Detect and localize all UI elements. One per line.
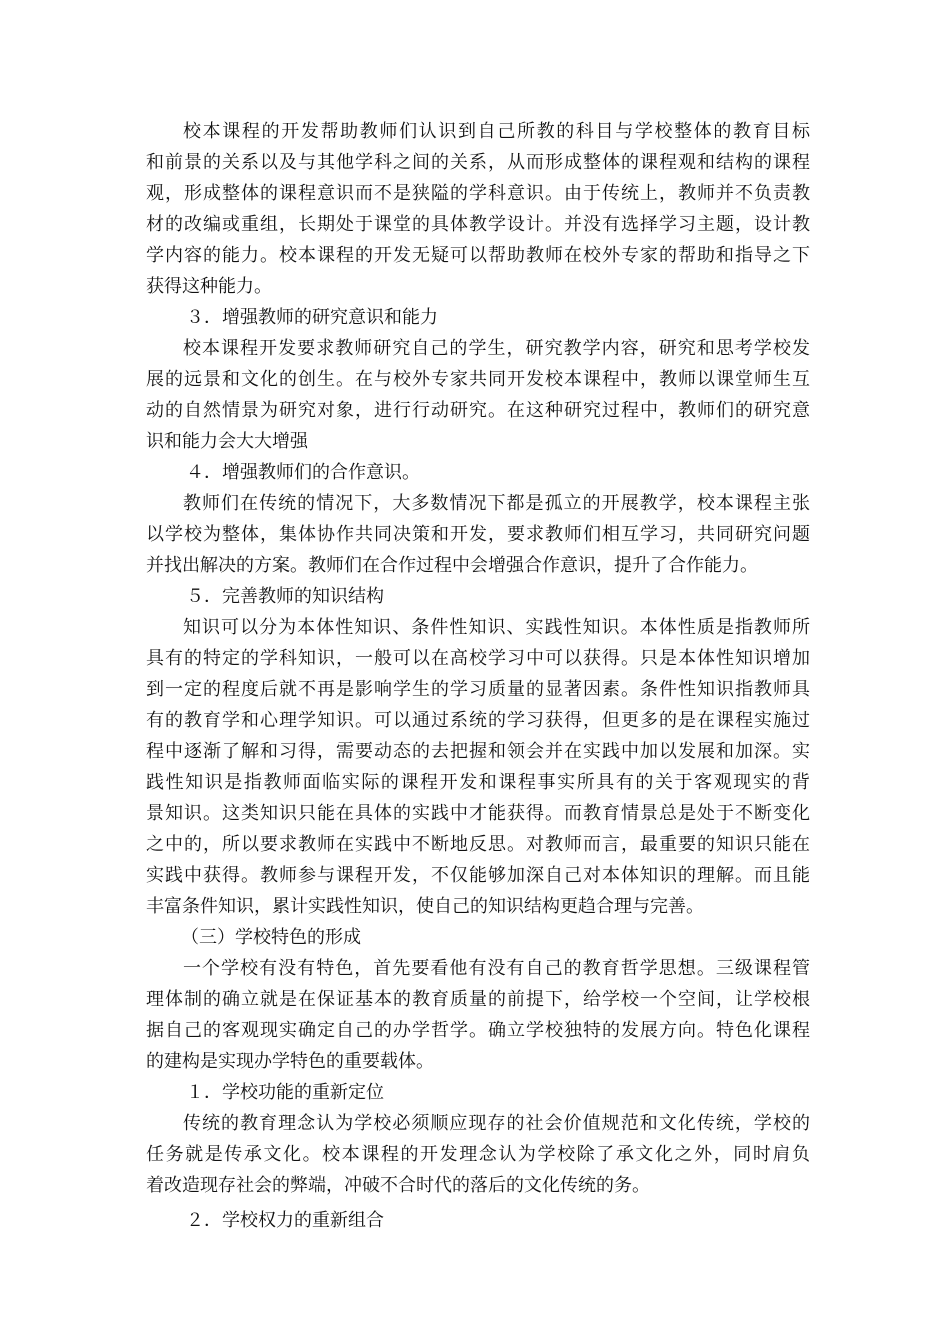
text-line: 以学校为整体，集体协作共同决策和开发，要求教师们相互学习，共同研究问题 bbox=[146, 524, 810, 545]
paragraph-school-function bbox=[146, 1108, 810, 1201]
text-line: 学内容的能力。校本课程的开发无疑可以帮助教师在校外专家的帮助和指导之下 bbox=[146, 245, 810, 266]
document-body bbox=[146, 116, 810, 1236]
text-line: 知识可以分为本体性知识、条件性知识、实践性知识。本体性质是指教师所 bbox=[183, 617, 810, 638]
paragraph-school-characteristics bbox=[146, 953, 810, 1077]
heading-school-power: ２．学校权力的重新组合 bbox=[186, 1210, 384, 1231]
text-line: 实践中获得。教师参与课程开发，不仅能够加深自己对本体知识的理解。而且能 bbox=[146, 865, 810, 886]
heading-research-ability: ３．增强教师的研究意识和能力 bbox=[186, 307, 438, 328]
text-line: 展的远景和文化的创生。在与校外专家共同开发校本课程中，教师以课堂师生互 bbox=[146, 369, 810, 390]
text-line: 践性知识是指教师面临实际的课程开发和课程事实所具有的关于客观现实的背 bbox=[146, 772, 810, 793]
text-line: 理体制的确立就是在保证基本的教育质量的前提下，给学校一个空间，让学校根 bbox=[146, 989, 810, 1010]
text-line: 一个学校有没有特色，首先要看他有没有自己的教育哲学思想。三级课程管 bbox=[183, 958, 810, 979]
text-line: 有的教育学和心理学知识。可以通过系统的学习获得，但更多的是在课程实施过 bbox=[146, 710, 810, 731]
text-line: 动的自然情景为研究对象，进行行动研究。在这种研究过程中，教师们的研究意 bbox=[146, 400, 810, 421]
text-line: 具有的特定的学科知识，一般可以在高校学习中可以获得。只是本体性知识增加 bbox=[146, 648, 810, 669]
paragraph-cooperation bbox=[146, 488, 810, 581]
text-line: 的建构是实现办学特色的重要载体。 bbox=[146, 1051, 434, 1072]
text-line: 校本课程开发要求教师研究自己的学生，研究教学内容，研究和思考学校发 bbox=[183, 338, 810, 359]
text-line: 程中逐渐了解和习得，需要动态的去把握和领会并在实践中加以发展和加深。实 bbox=[146, 741, 810, 762]
heading-cooperation: ４．增强教师们的合作意识。 bbox=[186, 462, 420, 483]
paragraph-research-ability bbox=[146, 333, 810, 457]
heading-school-function: １．学校功能的重新定位 bbox=[186, 1082, 384, 1103]
text-line: 获得这种能力。 bbox=[146, 276, 272, 297]
paragraph-knowledge-structure bbox=[146, 612, 810, 922]
text-line: 校本课程的开发帮助教师们认识到自己所教的科目与学校整体的教育目标 bbox=[183, 121, 810, 142]
text-line: 识和能力会大大增强 bbox=[146, 431, 308, 452]
text-line: 和前景的关系以及与其他学科之间的关系，从而形成整体的课程观和结构的课程 bbox=[146, 152, 810, 173]
text-line: 并找出解决的方案。教师们在合作过程中会增强合作意识，提升了合作能力。 bbox=[146, 555, 758, 576]
text-line: 之中的，所以要求教师在实践中不断地反思。对教师而言，最重要的知识只能在 bbox=[146, 834, 810, 855]
text-line: 到一定的程度后就不再是影响学生的学习质量的显著因素。条件性知识指教师具 bbox=[146, 679, 810, 700]
text-line: 教师们在传统的情况下，大多数情况下都是孤立的开展教学，校本课程主张 bbox=[183, 493, 810, 514]
text-line: 材的改编或重组，长期处于课堂的具体教学设计。并没有选择学习主题，设计教 bbox=[146, 214, 810, 235]
text-line: 丰富条件知识，累计实践性知识，使自己的知识结构更趋合理与完善。 bbox=[146, 896, 704, 917]
text-line: 观，形成整体的课程意识而不是狭隘的学科意识。由于传统上，教师并不负责教 bbox=[146, 183, 810, 204]
paragraph-curriculum-view bbox=[146, 116, 810, 302]
text-line: 景知识。这类知识只能在具体的实践中才能获得。而教育情景总是处于不断变化 bbox=[146, 803, 810, 824]
text-line: 任务就是传承文化。校本课程的开发理念认为学校除了承文化之外，同时肩负 bbox=[146, 1144, 810, 1165]
text-line: 据自己的客观现实确定自己的办学哲学。确立学校独特的发展方向。特色化课程 bbox=[146, 1020, 810, 1041]
heading-knowledge-structure: ５．完善教师的知识结构 bbox=[186, 586, 384, 607]
heading-school-characteristics: （三）学校特色的形成 bbox=[181, 927, 361, 948]
text-line: 着改造现存社会的弊端，冲破不合时代的落后的文化传统的务。 bbox=[146, 1175, 650, 1196]
text-line: 传统的教育理念认为学校必须顺应现存的社会价值规范和文化传统，学校的 bbox=[183, 1113, 810, 1134]
